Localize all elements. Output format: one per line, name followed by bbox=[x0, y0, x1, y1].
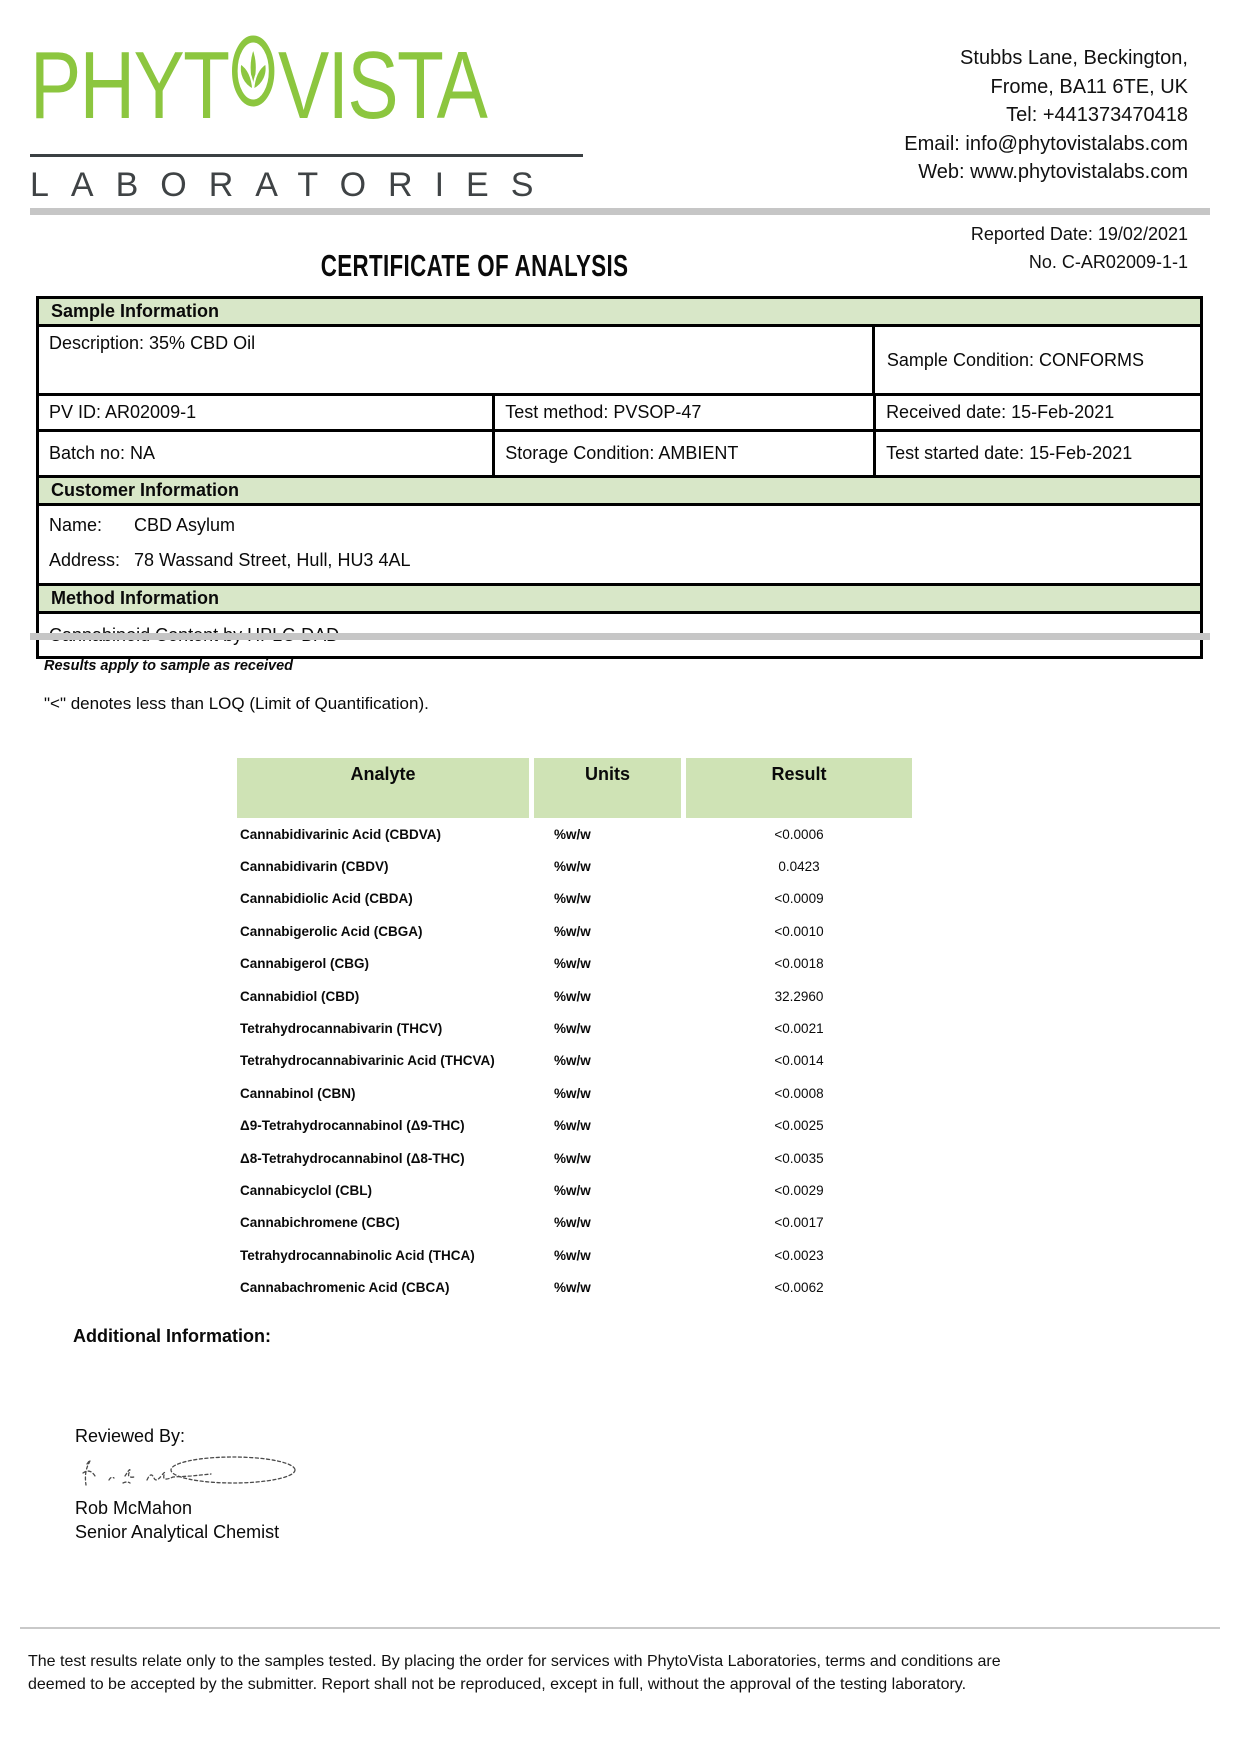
table-row bbox=[237, 915, 912, 947]
leaf-o-icon bbox=[231, 26, 276, 126]
units-cell: %w/w bbox=[554, 1247, 591, 1263]
units-cell: %w/w bbox=[554, 1085, 591, 1101]
units-cell: %w/w bbox=[554, 1053, 591, 1069]
customer-address-value: 78 Wassand Street, Hull, HU3 4AL bbox=[134, 550, 411, 570]
description-row bbox=[39, 327, 1200, 393]
analyte-cell: Cannabichromene (CBC) bbox=[240, 1215, 400, 1231]
results-table bbox=[237, 758, 912, 1304]
results-table-header bbox=[237, 758, 912, 818]
table-row bbox=[237, 1174, 912, 1206]
lab-contact-info bbox=[904, 44, 1188, 187]
result-cell: <0.0023 bbox=[774, 1247, 824, 1263]
units-cell: %w/w bbox=[554, 859, 591, 875]
customer-information-body bbox=[39, 506, 1200, 583]
result-cell: <0.0014 bbox=[774, 1053, 824, 1069]
logo-wordmark bbox=[30, 26, 487, 139]
logo-text-post: VISTA bbox=[278, 32, 487, 139]
test-method-cell: Test method: PVSOP-47 bbox=[495, 396, 876, 429]
analyte-cell: Cannabidiol (CBD) bbox=[240, 988, 360, 1004]
result-column-header: Result bbox=[686, 758, 912, 818]
analyte-cell: Tetrahydrocannabivarinic Acid (THCVA) bbox=[240, 1053, 495, 1069]
reported-date: Reported Date: 19/02/2021 bbox=[970, 224, 1188, 244]
analyte-cell: Δ9-Tetrahydrocannabinol (Δ9-THC) bbox=[240, 1118, 465, 1134]
analyte-cell: Cannabidivarin (CBDV) bbox=[240, 859, 389, 875]
description-cell: Description: 35% CBD Oil bbox=[39, 327, 875, 393]
result-cell: <0.0029 bbox=[774, 1182, 824, 1198]
additional-information-label: Additional Information: bbox=[73, 1326, 271, 1346]
phytovista-logo bbox=[30, 26, 590, 205]
sample-info-row-1 bbox=[39, 393, 1200, 429]
table-row bbox=[237, 1239, 912, 1271]
contact-address-line1: Stubbs Lane, Beckington, bbox=[960, 47, 1188, 69]
storage-condition-cell: Storage Condition: AMBIENT bbox=[495, 432, 876, 475]
reviewed-by-label: Reviewed By: bbox=[75, 1426, 186, 1446]
analyte-cell: Cannabicyclol (CBL) bbox=[240, 1182, 373, 1198]
logo-divider bbox=[30, 154, 583, 157]
units-cell: %w/w bbox=[554, 1118, 591, 1134]
customer-name-line bbox=[49, 515, 1190, 536]
report-meta bbox=[971, 220, 1188, 276]
units-cell: %w/w bbox=[554, 1021, 591, 1037]
contact-web: Web: www.phytovistalabs.com bbox=[918, 161, 1188, 183]
units-cell: %w/w bbox=[554, 826, 591, 842]
table-row bbox=[237, 948, 912, 980]
units-cell: %w/w bbox=[554, 891, 591, 907]
customer-address-line bbox=[49, 550, 1190, 571]
method-information-header: Method Information bbox=[39, 583, 1200, 614]
test-started-date-cell: Test started date: 15-Feb-2021 bbox=[886, 443, 1133, 463]
units-cell: %w/w bbox=[554, 1280, 591, 1296]
result-cell: <0.0035 bbox=[774, 1150, 824, 1166]
batch-no-cell: Batch no: NA bbox=[39, 432, 495, 475]
logo-subtitle: LABORATORIES bbox=[30, 166, 556, 204]
analyte-cell: Cannabidiolic Acid (CBDA) bbox=[240, 891, 413, 907]
analyte-cell: Δ8-Tetrahydrocannabinol (Δ8-THC) bbox=[240, 1150, 465, 1166]
units-cell: %w/w bbox=[554, 923, 591, 939]
table-row bbox=[237, 1271, 912, 1303]
analyte-cell: Cannabidivarinic Acid (CBDVA) bbox=[240, 826, 442, 842]
result-cell: <0.0021 bbox=[774, 1021, 824, 1037]
footer-disclaimer bbox=[28, 1650, 1128, 1696]
logo-text-pre: PHYT bbox=[30, 32, 229, 139]
analyte-cell: Cannabigerolic Acid (CBGA) bbox=[240, 923, 423, 939]
result-cell: <0.0006 bbox=[774, 826, 824, 842]
units-cell: %w/w bbox=[554, 988, 591, 1004]
table-row bbox=[237, 1207, 912, 1239]
units-cell: %w/w bbox=[554, 956, 591, 972]
contact-tel: Tel: +441373470418 bbox=[1006, 104, 1188, 126]
section-divider bbox=[30, 633, 1210, 640]
customer-information-header: Customer Information bbox=[39, 475, 1200, 506]
signature-block bbox=[75, 1424, 305, 1544]
analyte-cell: Cannabachromenic Acid (CBCA) bbox=[240, 1280, 450, 1296]
result-cell: <0.0018 bbox=[774, 956, 824, 972]
units-cell: %w/w bbox=[554, 1150, 591, 1166]
analyte-cell: Tetrahydrocannabinolic Acid (THCA) bbox=[240, 1247, 475, 1263]
result-cell: <0.0017 bbox=[774, 1215, 824, 1231]
units-cell: %w/w bbox=[554, 1182, 591, 1198]
table-row bbox=[237, 1045, 912, 1077]
information-table bbox=[36, 296, 1203, 659]
footer-line1: The test results relate only to the samples tested. By placing the order for services with PhytoVista Laboratories, terms and conditions are bbox=[28, 1653, 1001, 1670]
analyte-cell: Cannabigerol (CBG) bbox=[240, 956, 370, 972]
customer-address-label: Address: bbox=[49, 550, 121, 570]
analyte-cell: Cannabinol (CBN) bbox=[240, 1085, 356, 1101]
results-table-body bbox=[237, 818, 912, 1304]
result-cell: 0.0423 bbox=[778, 859, 820, 875]
table-row bbox=[237, 883, 912, 915]
customer-name-label: Name: bbox=[49, 515, 103, 535]
units-column-header: Units bbox=[534, 758, 681, 818]
result-cell: <0.0009 bbox=[774, 891, 824, 907]
received-date-cell: Received date: 15-Feb-2021 bbox=[886, 402, 1115, 422]
customer-name-value: CBD Asylum bbox=[134, 515, 236, 535]
result-cell: <0.0025 bbox=[774, 1118, 824, 1134]
result-cell: 32.2960 bbox=[774, 988, 824, 1004]
footer-line2: deemed to be accepted by the submitter. Report shall not be reproduced, except in full, without the approval of the testing laboratory. bbox=[28, 1676, 967, 1693]
table-row bbox=[237, 1110, 912, 1142]
pv-id-cell: PV ID: AR02009-1 bbox=[39, 396, 495, 429]
contact-email: Email: info@phytovistalabs.com bbox=[904, 132, 1188, 155]
table-row bbox=[237, 980, 912, 1012]
signature-image bbox=[75, 1452, 305, 1494]
reviewer-title: Senior Analytical Chemist bbox=[75, 1522, 280, 1542]
page-title: CERTIFICATE OF ANALYSIS bbox=[321, 248, 629, 283]
report-number: No. C-AR02009-1-1 bbox=[1028, 252, 1188, 272]
analyte-cell: Tetrahydrocannabivarin (THCV) bbox=[240, 1021, 443, 1037]
table-row bbox=[237, 1142, 912, 1174]
table-row bbox=[237, 850, 912, 882]
table-row bbox=[237, 1077, 912, 1109]
table-row bbox=[237, 1012, 912, 1044]
contact-address-line2: Frome, BA11 6TE, UK bbox=[990, 75, 1188, 98]
loq-note: "<" denotes less than LOQ (Limit of Quantification). bbox=[44, 694, 429, 713]
sample-info-row-2 bbox=[39, 429, 1200, 475]
header-divider bbox=[30, 208, 1210, 215]
reviewer-name: Rob McMahon bbox=[75, 1498, 193, 1518]
results-apply-note: Results apply to sample as received bbox=[44, 658, 294, 674]
table-row bbox=[237, 818, 912, 850]
analyte-column-header: Analyte bbox=[237, 758, 529, 818]
sample-condition-cell: Sample Condition: CONFORMS bbox=[886, 349, 1144, 370]
result-cell: <0.0010 bbox=[774, 923, 824, 939]
footer-divider bbox=[20, 1627, 1220, 1629]
units-cell: %w/w bbox=[554, 1215, 591, 1231]
result-cell: <0.0062 bbox=[774, 1280, 824, 1296]
sample-information-header: Sample Information bbox=[39, 299, 1200, 327]
result-cell: <0.0008 bbox=[774, 1085, 824, 1101]
